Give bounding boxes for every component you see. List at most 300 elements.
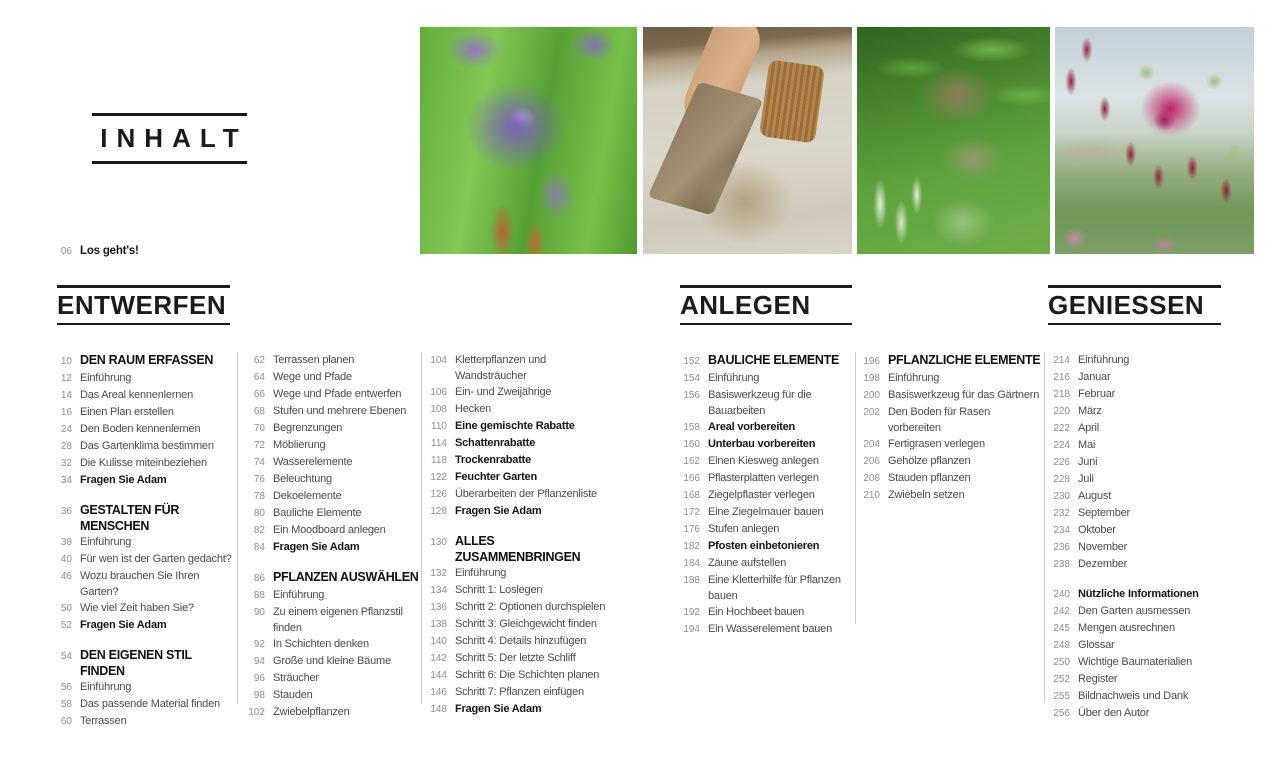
- toc-entry: [425, 401, 607, 418]
- page-number: 28: [60, 441, 72, 452]
- page-number: 50: [60, 603, 72, 614]
- page-number: 96: [253, 673, 265, 684]
- toc-entry: [243, 420, 419, 437]
- entry-label: Schritt 2: Optionen durchspielen: [455, 601, 606, 613]
- entry-label: Oktober: [1078, 524, 1116, 536]
- toc-entry: [858, 352, 1042, 370]
- toc-entry: [858, 436, 1042, 453]
- page-number: 40: [60, 554, 72, 565]
- entry-label: Begrenzungen: [273, 422, 343, 434]
- page-number: 144: [430, 670, 447, 681]
- toc-column-entwerfen-1: [50, 352, 234, 743]
- toc-entry: [50, 352, 234, 370]
- entry-label: Februar: [1078, 388, 1116, 400]
- entry-label: Sträucher: [273, 672, 319, 684]
- page-number: 156: [683, 390, 700, 401]
- entry-label: Einführung: [1078, 354, 1130, 366]
- page-number: 198: [863, 373, 880, 384]
- toc-entry: [50, 387, 234, 404]
- page-number: 46: [60, 571, 72, 582]
- page-number: 176: [683, 524, 700, 535]
- toc-entry: [425, 384, 607, 401]
- toc-entry: [858, 387, 1042, 404]
- entry-label: Wozu brauchen Sie Ihren Garten?: [80, 570, 200, 598]
- page-number: 206: [863, 456, 880, 467]
- toc-entry: [858, 453, 1042, 470]
- entry-label: Areal vorbereiten: [708, 421, 796, 433]
- entry-label: Überarbeiten der Pflanzenliste: [455, 488, 597, 500]
- page-number: 204: [863, 439, 880, 450]
- entry-label: Eine Ziegelmauer bauen: [708, 506, 824, 518]
- entry-label: Mai: [1078, 439, 1096, 451]
- toc-entry: [1048, 403, 1220, 420]
- entry-label: Dekoelemente: [273, 490, 342, 502]
- entry-label: Über den Autor: [1078, 707, 1150, 719]
- entry-label: Zäune aufstellen: [708, 557, 787, 569]
- toc-entry: [678, 572, 852, 604]
- page-number: 160: [683, 439, 700, 450]
- entry-label: Hecken: [455, 403, 492, 415]
- entry-label: Wasserelemente: [273, 456, 353, 468]
- toc-entry: [50, 551, 234, 568]
- toc-column-anlegen-1: [678, 352, 852, 651]
- entry-label: Register: [1078, 673, 1118, 685]
- section-heading-geniessen: GENIESSEN: [1048, 285, 1221, 325]
- toc-column-anlegen-2: [858, 352, 1042, 517]
- toc-entry: [243, 636, 419, 653]
- entry-label: Große und kleine Bäume: [273, 655, 391, 667]
- toc-entry: [50, 472, 234, 489]
- entry-label: GESTALTEN FÜR MENSCHEN: [80, 503, 180, 533]
- toc-entry: [50, 617, 234, 634]
- toc-entry: [243, 587, 419, 604]
- entry-label: November: [1078, 541, 1128, 553]
- page-number: 250: [1053, 657, 1070, 668]
- toc-entry: [1048, 654, 1220, 671]
- entry-label: PFLANZLICHE ELEMENTE: [888, 353, 1041, 367]
- entry-label: Wege und Pfade entwerfen: [273, 388, 402, 400]
- page-number: 182: [683, 541, 700, 552]
- entry-label: Schritt 1: Loslegen: [455, 584, 543, 596]
- toc-entry: [50, 568, 234, 600]
- page-number: 142: [430, 653, 447, 664]
- toc-entry: [678, 436, 852, 453]
- entry-label: Fragen Sie Adam: [455, 505, 542, 517]
- entry-label: Einen Kiesweg anlegen: [708, 455, 819, 467]
- toc-entry: [678, 352, 852, 370]
- toc-entry: [243, 471, 419, 488]
- toc-entry: [1048, 369, 1220, 386]
- entry-label: Einführung: [80, 536, 132, 548]
- toc-entry: [50, 502, 234, 534]
- toc-entry: [50, 600, 234, 617]
- toc-entry: [425, 352, 607, 384]
- toc-entry: [1048, 603, 1220, 620]
- page-number: 68: [253, 406, 265, 417]
- toc-entry: [858, 487, 1042, 504]
- entry-label: DEN EIGENEN STIL FINDEN: [80, 648, 192, 678]
- entry-label: Einführung: [273, 589, 325, 601]
- toc-entry: [243, 437, 419, 454]
- toc-entry: [425, 701, 607, 718]
- toc-entry: [858, 404, 1042, 436]
- page-number: 202: [863, 407, 880, 418]
- toc-entry: [1048, 352, 1220, 369]
- mortar-shape: [697, 159, 793, 245]
- page-number: 224: [1053, 440, 1070, 451]
- toc-entry: [1048, 539, 1220, 556]
- toc-entry: [678, 604, 852, 621]
- toc-entry: [50, 696, 234, 713]
- toc-entry: [243, 369, 419, 386]
- page-number: 214: [1053, 355, 1070, 366]
- toc-entry: [678, 521, 852, 538]
- entry-label: Einführung: [888, 372, 940, 384]
- toc-entry: [425, 435, 607, 452]
- entry-label: Das Gartenklima bestimmen: [80, 440, 214, 452]
- entry-label: Pflasterplatten verlegen: [708, 472, 819, 484]
- entry-label: Beleuchtung: [273, 473, 332, 485]
- entry-label: Fertigrasen verlegen: [888, 438, 985, 450]
- toc-entry: [858, 470, 1042, 487]
- entry-label: Eine Kletterhilfe für Pflanzen bauen: [708, 574, 841, 602]
- page-number: 86: [253, 573, 265, 584]
- entry-label: Möblierung: [273, 439, 326, 451]
- entry-label: Fragen Sie Adam: [455, 703, 542, 715]
- toc-entry: [1048, 556, 1220, 573]
- page-number: 242: [1053, 606, 1070, 617]
- page-number: 126: [430, 489, 447, 500]
- page-number: 56: [60, 682, 72, 693]
- entry-label: Einführung: [80, 372, 132, 384]
- toc-column-geniessen-1: [1048, 352, 1220, 735]
- page-number: 90: [253, 607, 265, 618]
- toc-entry: [425, 633, 607, 650]
- entry-label: Juli: [1078, 473, 1094, 485]
- toc-entry: [1048, 671, 1220, 688]
- photo-garden-pond: [857, 27, 1050, 254]
- page-number: 78: [253, 491, 265, 502]
- entry-label: PFLANZEN AUSWÄHLEN: [273, 570, 419, 584]
- page-number: 248: [1053, 640, 1070, 651]
- entry-label: Das passende Material finden: [80, 698, 220, 710]
- entry-label: Gehölze pflanzen: [888, 455, 971, 467]
- page-number: 138: [430, 619, 447, 630]
- page-number: 148: [430, 704, 447, 715]
- page-number: 226: [1053, 457, 1070, 468]
- page-number: 94: [253, 656, 265, 667]
- entry-label: Kletterpflanzen und Wandsträucher: [455, 354, 546, 382]
- entry-label: Einführung: [455, 567, 507, 579]
- toc-entry: [1048, 522, 1220, 539]
- page-number: 74: [253, 457, 265, 468]
- entry-label: Eine gemischte Rabatte: [455, 420, 575, 432]
- page-number: 06: [60, 246, 72, 257]
- entry-label: Den Garten ausmessen: [1078, 605, 1191, 617]
- toc-entry: [50, 370, 234, 387]
- toc-entry: [243, 352, 419, 369]
- toc-entry: [678, 419, 852, 436]
- entry-label: September: [1078, 507, 1131, 519]
- entry-label: BAULICHE ELEMENTE: [708, 353, 840, 367]
- page-number: 58: [60, 699, 72, 710]
- entry-label: Fragen Sie Adam: [80, 619, 167, 631]
- entry-label: Terrassen: [80, 715, 127, 727]
- entry-label: Stufen anlegen: [708, 523, 780, 535]
- entry-label: Fragen Sie Adam: [273, 541, 360, 553]
- entry-label: Stufen und mehrere Ebenen: [273, 405, 407, 417]
- page-number: 14: [60, 390, 72, 401]
- entry-label: Stauden: [273, 689, 313, 701]
- toc-column-entwerfen-2: [243, 352, 419, 734]
- page-number: 158: [683, 422, 700, 433]
- entry-label: Schritt 7: Pflanzen einfügen: [455, 686, 584, 698]
- toc-entry: [50, 438, 234, 455]
- entry-label: Einführung: [708, 372, 760, 384]
- toc-entry: [1048, 705, 1220, 722]
- entry-label: Einen Plan erstellen: [80, 406, 174, 418]
- entry-label: Basiswerkzeug für die Bauarbeiten: [708, 389, 812, 417]
- toc-entry: [425, 616, 607, 633]
- page-number: 152: [683, 356, 700, 367]
- toc-entry: [243, 488, 419, 505]
- entry-label: Schritt 6: Die Schichten planen: [455, 669, 600, 681]
- toc-entry: [678, 555, 852, 572]
- page-number: 132: [430, 568, 447, 579]
- toc-entry: [50, 534, 234, 551]
- page-number: 12: [60, 373, 72, 384]
- entry-label: Ein Moodboard anlegen: [273, 524, 386, 536]
- toc-entry: [1048, 586, 1220, 603]
- toc-entry: [678, 621, 852, 638]
- toc-entry: [1048, 505, 1220, 522]
- toc-entry: [425, 469, 607, 486]
- page-number: 162: [683, 456, 700, 467]
- toc-entry: [1048, 688, 1220, 705]
- entry-label: Feuchter Garten: [455, 471, 537, 483]
- section-heading-anlegen: ANLEGEN: [680, 285, 852, 325]
- entry-label: Schattenrabatte: [455, 437, 536, 449]
- toc-entry: [1048, 620, 1220, 637]
- entry-label: Schritt 5: Der letzte Schliff: [455, 652, 576, 664]
- page-number: 38: [60, 537, 72, 548]
- page-number: 172: [683, 507, 700, 518]
- column-divider: [421, 352, 422, 704]
- page-number: 194: [683, 624, 700, 635]
- page-number: 234: [1053, 525, 1070, 536]
- entry-label: Unterbau vorbereiten: [708, 438, 816, 450]
- page-number: 130: [430, 537, 447, 548]
- page-number: 60: [60, 716, 72, 727]
- entry-label: DEN RAUM ERFASSEN: [80, 353, 214, 367]
- page-number: 230: [1053, 491, 1070, 502]
- photo-poppy-meadow: [1055, 27, 1254, 254]
- toc-entry: [1048, 637, 1220, 654]
- toc-entry: [425, 452, 607, 469]
- toc-entry: [425, 684, 607, 701]
- toc-entry: [243, 505, 419, 522]
- toc-entry: [678, 453, 852, 470]
- entry-label: Ein Hochbeet bauen: [708, 606, 805, 618]
- toc-entry: [50, 404, 234, 421]
- toc-entry: [1048, 386, 1220, 403]
- toc-entry: [50, 679, 234, 696]
- entry-label: Die Kulisse miteinbeziehen: [80, 457, 207, 469]
- toc-entry: [50, 713, 234, 730]
- toc-entry: [50, 647, 234, 679]
- entry-label: Bildnachweis und Dank: [1078, 690, 1189, 702]
- page-number: 16: [60, 407, 72, 418]
- entry-label: Bauliche Elemente: [273, 507, 362, 519]
- photo-iris-flowers: [420, 27, 637, 254]
- page-number: 228: [1053, 474, 1070, 485]
- page-number: 122: [430, 472, 447, 483]
- page-number: 128: [430, 506, 447, 517]
- page-number: 218: [1053, 389, 1070, 400]
- section-heading-entwerfen: ENTWERFEN: [57, 285, 230, 325]
- page-number: 80: [253, 508, 265, 519]
- page-number: 256: [1053, 708, 1070, 719]
- page-number: 66: [253, 389, 265, 400]
- entry-label: April: [1078, 422, 1100, 434]
- toc-entry: [243, 653, 419, 670]
- page-number: 200: [863, 390, 880, 401]
- toc-entry: [425, 418, 607, 435]
- toc-entry: [678, 538, 852, 555]
- photo-trowel-paving: [643, 27, 852, 254]
- page-title-block: [92, 113, 247, 164]
- column-divider: [1044, 352, 1045, 702]
- entry-label: Zwiebeln setzen: [888, 489, 965, 501]
- toc-entry: [678, 504, 852, 521]
- page-number: 134: [430, 585, 447, 596]
- page-number: 62: [253, 355, 265, 366]
- entry-label: Wege und Pfade: [273, 371, 352, 383]
- page-number: 82: [253, 525, 265, 536]
- toc-entry: [1048, 454, 1220, 471]
- toc-entry: [678, 370, 852, 387]
- page-number: 136: [430, 602, 447, 613]
- toc-entry: [1048, 488, 1220, 505]
- toc-entry: [678, 470, 852, 487]
- page-title: INHALT: [100, 123, 248, 153]
- page-number: 76: [253, 474, 265, 485]
- toc-column-entwerfen-3: [425, 352, 607, 731]
- page-number: 104: [430, 355, 447, 366]
- page-number: 70: [253, 423, 265, 434]
- toc-entry: [243, 604, 419, 636]
- page-number: 252: [1053, 674, 1070, 685]
- page-number: 10: [60, 356, 72, 367]
- column-divider: [237, 352, 238, 704]
- entry-label: Den Boden kennenlernen: [80, 423, 201, 435]
- entry-label: März: [1078, 405, 1102, 417]
- entry-label: ALLES ZUSAMMENBRINGEN: [455, 534, 581, 564]
- page-number: 245: [1053, 623, 1070, 634]
- toc-entry: [243, 454, 419, 471]
- entry-label: Das Areal kennenlernen: [80, 389, 194, 401]
- entry-label: Ziegelpflaster verlegen: [708, 489, 815, 501]
- toc-entry: [243, 670, 419, 687]
- page-number: 222: [1053, 423, 1070, 434]
- entry-label: Zwiebelpflanzen: [273, 706, 350, 718]
- toc-entry: [50, 421, 234, 438]
- page-number: 72: [253, 440, 265, 451]
- page-number: 106: [430, 387, 447, 398]
- entry-label: Nützliche Informationen: [1078, 588, 1199, 600]
- page-number: 64: [253, 372, 265, 383]
- entry-label: Mengen ausrechnen: [1078, 622, 1175, 634]
- entry-label: Zu einem eigenen Pflanzstil finden: [273, 606, 403, 634]
- page-number: 24: [60, 424, 72, 435]
- page-number: 188: [683, 575, 700, 586]
- toc-entry: [243, 539, 419, 556]
- entry-label: Juni: [1078, 456, 1098, 468]
- toc-entry: [678, 387, 852, 419]
- entry-label: Wichtige Baumaterialien: [1078, 656, 1193, 668]
- entry-label: Ein Wasserelement bauen: [708, 623, 833, 635]
- entry-label: Stauden pflanzen: [888, 472, 971, 484]
- entry-label: August: [1078, 490, 1112, 502]
- toc-entry: [425, 565, 607, 582]
- page-number: 32: [60, 458, 72, 469]
- page-number: 52: [60, 620, 72, 631]
- entry-label: Glossar: [1078, 639, 1115, 651]
- page-number: 236: [1053, 542, 1070, 553]
- entry-label: Los geht's!: [80, 245, 139, 257]
- page-number: 255: [1053, 691, 1070, 702]
- entry-label: Dezember: [1078, 558, 1128, 570]
- page-number: 36: [60, 506, 72, 517]
- toc-entry: [50, 455, 234, 472]
- toc-entry: [425, 486, 607, 503]
- page-number: 98: [253, 690, 265, 701]
- page-number: 210: [863, 490, 880, 501]
- page-number: 108: [430, 404, 447, 415]
- page-number: 192: [683, 607, 700, 618]
- toc-entry: [243, 522, 419, 539]
- toc-entry: [243, 687, 419, 704]
- page-number: 238: [1053, 559, 1070, 570]
- page-number: 84: [253, 542, 265, 553]
- entry-label: Trockenrabatte: [455, 454, 532, 466]
- entry-label: Terrassen planen: [273, 354, 355, 366]
- entry-label: In Schichten denken: [273, 638, 369, 650]
- page-number: 146: [430, 687, 447, 698]
- toc-entry: [1048, 471, 1220, 488]
- page-number: 54: [60, 651, 72, 662]
- page-number: 240: [1053, 589, 1070, 600]
- entry-label: Januar: [1078, 371, 1111, 383]
- page-number: 220: [1053, 406, 1070, 417]
- toc-entry: [425, 599, 607, 616]
- intro-entry: [50, 243, 270, 260]
- page-number: 110: [431, 421, 447, 432]
- page-number: 184: [683, 558, 700, 569]
- page-number: 92: [253, 639, 265, 650]
- entry-label: Pfosten einbetonieren: [708, 540, 820, 552]
- page-number: 88: [253, 590, 265, 601]
- toc-entry: [243, 569, 419, 587]
- entry-label: Einführung: [80, 681, 132, 693]
- toc-entry: [1048, 437, 1220, 454]
- page-number: 232: [1053, 508, 1070, 519]
- entry-label: Fragen Sie Adam: [80, 474, 167, 486]
- toc-entry: [425, 582, 607, 599]
- entry-label: Basiswerkzeug für das Gärtnern: [888, 389, 1040, 401]
- page-number: 154: [683, 373, 700, 384]
- page-number: 196: [863, 356, 880, 367]
